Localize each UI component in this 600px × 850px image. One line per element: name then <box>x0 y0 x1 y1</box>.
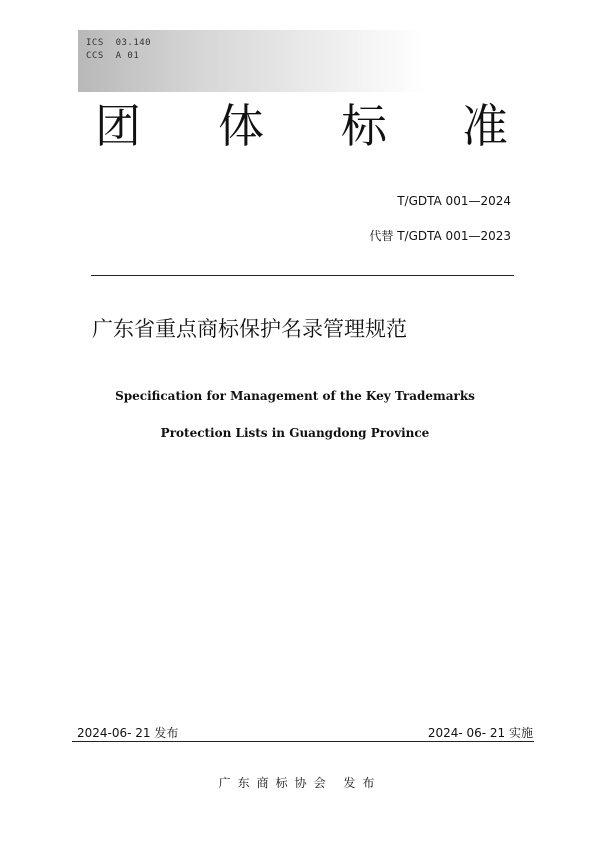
standard-type-char-4: 准 <box>462 99 508 153</box>
standard-type-char-1: 团 <box>95 99 141 153</box>
standard-type-char-2: 体 <box>218 99 264 153</box>
ics-code: ICS 03.140 <box>86 38 152 48</box>
publisher: 广东商标协会 发布 <box>218 776 382 790</box>
chinese-title: 广东省重点商标保护名录管理规范 <box>92 317 407 341</box>
replaced-standard-number: 代替 T/GDTA 001—2023 <box>369 229 511 243</box>
standard-type-char-3: 标 <box>341 99 387 153</box>
implementation-date: 2024- 06- 21 实施 <box>427 726 533 740</box>
issue-date: 2024-06- 21 发布 <box>77 726 179 740</box>
footer-divider <box>72 741 534 742</box>
ccs-code: CCS A 01 <box>86 51 140 61</box>
standard-number: T/GDTA 001—2024 <box>397 194 511 208</box>
english-title-line-2: Protection Lists in Guangdong Province <box>160 426 430 440</box>
header-divider <box>91 275 514 276</box>
english-title-line-1: Specification for Management of the Key Trademarks <box>115 389 475 403</box>
